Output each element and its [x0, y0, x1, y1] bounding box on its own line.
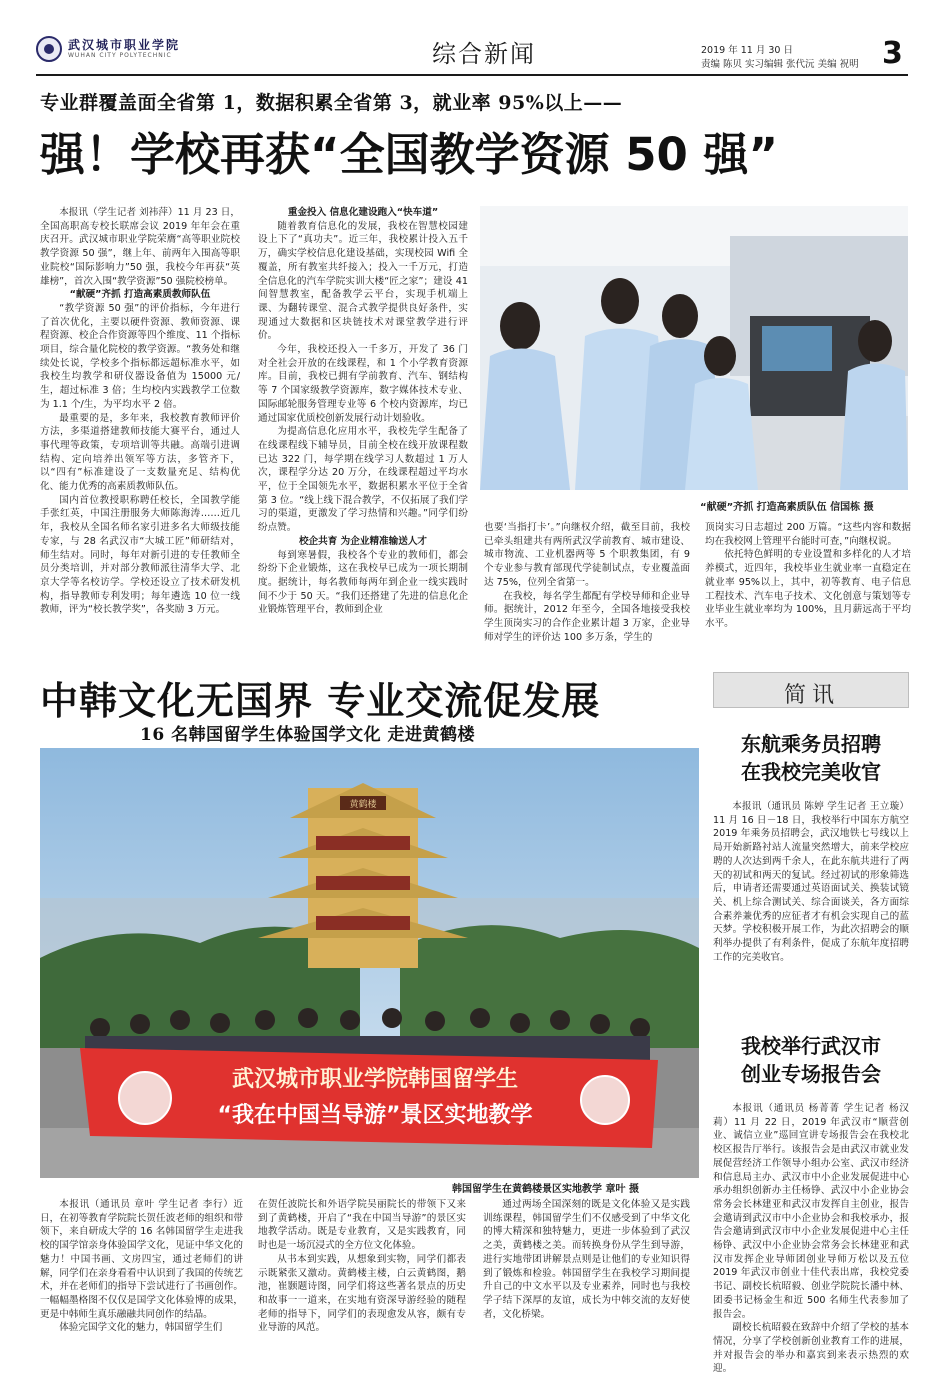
briefs-header — [713, 672, 909, 708]
brief-1-title-line-1: 东航乘务员招聘 — [741, 732, 881, 756]
subheading: “献硬”齐抓 打造高素质教师队伍 — [69, 289, 211, 301]
masthead — [36, 30, 908, 76]
paragraph: 也要‘当指打卡’。”向继权介绍，截至目前，我校已牵头组建共有两所武汉学前教育、城市建设、城市物流、工业机器两等 5 个职教集团，有 9 个专业参与教育部现代学徒制试点，专业覆盖面达 75%，位列全省第一。 — [484, 522, 690, 588]
lab-photo-illustration — [480, 206, 908, 490]
paragraph: 在贺任波院长和外语学院吴丽院长的带领下又来到了黄鹤楼，开启了“我在中国当导游”的景区实地教学活动。既是专业教育，又是实践教育，同时也是一场沉浸式的全方位文化体验。 — [258, 1199, 466, 1252]
school-name-en: WUHAN CITY POLYTECHNIC — [68, 52, 172, 59]
school-name: 武汉城市职业学院 — [68, 38, 181, 52]
paragraph: 本报讯（学生记者 刘祎萍）11 月 23 日，全国高职高专校长联席会议 2019 年年会在重庆召开。武汉城市职业学院荣膺“高等职业院校教学资源 50 强”，继上年、前两年入围高等职业院校“国际影响力”50 强，我校今年再获“英雄榜”，首次入围“教学资源”50 强院校榜单。 — [40, 207, 240, 287]
paragraph: 副校长杭昭毅在致辞中介绍了学校的基本情况，分享了学校创新创业教育工作的进展，并对报告会的举办和嘉宾到来表示热烈的欢迎。 — [713, 1322, 909, 1375]
paragraph: 通过两场全国深刻的既是文化体验又是实践训练课程，韩国留学生们不仅感受到了中华文化的博大精深和独特魅力，更进一步体验到了武汉之美，黄鹤楼之美。而转换身份从学生到导游，进行实地带团讲解景点则是让他们的专业知识得到了锻炼和检验。韩国留学生在我校学习期间提升自己的中文水平以及专业素养，同时也与我校学子结下深厚的友谊，成长为中韩交流的友好使者，文化桥梁。 — [483, 1199, 690, 1320]
paragraph: “教学资源 50 强”的评价指标，今年进行了首次优化，主要以硬件资源、教师资源、课程资源、校企合作资源等四个维度、11 个指标项目，综合量化院校的教学资源。“教务处和继续处长说，学校多个指标都远超标准水平，如我校生均教学和研仪器设备值为 15000 元/生，超过标准 3 倍；生均校内实践教学工位数为 1.1 个/生，为平均水平 2 倍。 — [40, 302, 240, 410]
lab-photo — [480, 206, 908, 490]
page-number: 3 — [882, 36, 903, 71]
paragraph: 从书本到实践，从想象到实物，同学们都表示既紧张又激动。黄鹤楼主楼，白云黄鹤图，鹅池，崔颢题诗图，同学们将这些著名景点的历史和故事一一道来，在实地有资深导游经验的随程老师的指导下，同学们的表现愈发从容，颇有专业导游的风范。 — [258, 1253, 466, 1334]
paragraph: 体验完国学文化的魅力，韩国留学生们 — [59, 1322, 223, 1334]
paragraph: 国内首位教授职称聘任校长，全国教学能手张红英，中国注册服务大师陈海涛……近几年，我校从全国名师名家引进多名大师级技能专家，与 28 名武汉市“大城工匠”师研结对，师生结对。同时，每年对新引进的专任教师全员分类培训，并对部分教师派往清华大学、北京大学等名校访学。学校还设立了技术研发机构，指导教师专利发明；每年遴选 10 位一线教师，评为“校长教学奖”，各奖励 3 万元。 — [40, 494, 240, 616]
brief-2-title — [713, 1032, 909, 1088]
lead-kicker: 专业群覆盖面全省第 1，数据积累全省第 3，就业率 95%以上—— — [40, 92, 623, 114]
brief-2-title-line-2: 创业专场报告会 — [741, 1062, 881, 1086]
group-photo — [40, 748, 699, 1178]
korea-headline: 中韩文化无国界 专业交流促发展 — [40, 678, 601, 723]
subheading: 重金投入 信息化建设跑入“快车道” — [287, 207, 439, 218]
paragraph: 今年，我校还投入一千多万，开发了 36 门对全社会开放的在线课程，和 1 个小学教育资源库。目前，我校已拥有学前教育、汽车、钢结构等 7 个国家级教学资源库，数字媒体技术专业、国际邮轮服务管理专业等 6 个校内资源库，均已通过国家优质校创新发展行动计划验收。 — [258, 344, 468, 424]
brief-1-title-line-2: 在我校完美收官 — [741, 760, 881, 784]
lead-column-1 — [40, 206, 240, 648]
lead-column-2 — [258, 206, 468, 648]
paragraph: 顶岗实习日志超过 200 万篇。“这些内容和数据均在我校网上管理平台能时可查，”向继权说。 — [705, 522, 911, 547]
paragraph: 最重要的是，多年来，我校教育教师评价方法，多渠道搭建教师技能大赛平台，通过人事代理等政策，专项培训等共融。高端引进调结构、定向培养出领军等方法，多管齐下，以“四有”标准建设了一支数量充足、结构优化、能力优秀的高素质教师队伍。 — [40, 412, 240, 493]
korea-subhead: 16 名韩国留学生体验国学文化 走进黄鹤楼 — [140, 725, 475, 745]
korea-column-1 — [40, 1198, 243, 1388]
paragraph: 在我校，每名学生都配有学校导师和企业导师。据统计，2012 年至今，全国各地接受我校学生顶岗实习的合作企业累计超 3 万家，企业导师对学生的评价达 100 多万条，学生的 — [484, 590, 690, 643]
banner-line-1: 武汉城市职业学院韩国留学生 — [231, 1066, 519, 1092]
lead-column-4 — [705, 521, 911, 648]
korea-column-2 — [258, 1198, 466, 1388]
tower-plaque: 黄鹤楼 — [349, 800, 377, 810]
korea-column-3 — [483, 1198, 690, 1388]
school-logo-icon — [36, 36, 62, 62]
section-title: 综合新闻 — [432, 40, 536, 68]
lab-photo-caption: “献硬”齐抓 打造高素质队伍 信国栋 摄 — [700, 502, 874, 513]
briefs-title: 简讯 — [783, 683, 840, 708]
banner-line-2: “我在中国当导游”景区实地教学 — [217, 1103, 533, 1128]
paragraph: 依托特色鲜明的专业设置和多样化的人才培养模式，近四年，我校毕业生就业率一直稳定在就业率 95%以上，其中，初等教育、电子信息工程技术、汽车电子技术、文化创意与策划等专业毕业生就业率均为 100%，且月薪远高于平均水平。 — [705, 549, 911, 629]
paragraph: 本报讯（通讯员 杨菁菁 学生记者 杨汉莉）11 月 22 日，2019 年武汉市“顺营创业、诚信立业”巡回宣讲专场报告会在我校北校区报告厅举行。该报告会是由武汉市就业发展促营经济工作领导小组办公室、武汉市经济和信息局主办、武汉市中小企业发展促进中心承办组织创新办主任杨铮、武汉中小企业协会常务会长林建亚和武汉市发挥自主创业，报告会邀请到武汉市中小企业协会和我校承办，报告会邀请到武汉市中小企业发展促进中心主任杨铮、武汉中小企业协会常务会长林建亚和武汉市发挥企业导师团创业导师万松以及五位 2019 年武汉市创业十佳代表出席，我校党委书记、副校长杭昭毅、创业学院院长潘中林、团委书记杨金生和近 500 名师生代表参加了报告会。 — [713, 1103, 909, 1320]
paragraph: 每到寒暑假，我校各个专业的教师们，都会纷纷下企业锻炼，这在我校早已成为一项长期制度。据统计，每名教师每两年到企业一线实践时间不少于 50 天。“我们还搭建了先进的信息化企业锻炼管理平台，教师到企业 — [258, 549, 468, 616]
brief-2-body — [713, 1102, 909, 1388]
paragraph: 为提高信息化应用水平，我校先学生配备了在线课程线下辅导员，目前全校在线开放课程数已达 322 门，每学期在线学习人数超过 1 万人次，课程学分达 20 万分，在线课程超过平均水平，位于全国领先水平，数据积累水平位于全省第 3 位。“线上线下混合教学，不仅拓展了我们学习的渠道，更激发了学习热情和兴趣。”同学们纷纷点赞。 — [258, 426, 468, 534]
lead-column-3 — [484, 521, 690, 648]
brief-2-title-line-1: 我校举行武汉市 — [741, 1034, 881, 1058]
edition-staff: 责编 陈贝 实习编辑 张代沅 美编 祝明 — [701, 59, 859, 70]
paragraph: 本报讯（通讯员 章叶 学生记者 李行）近日，在初等教育学院院长贺任波老师的组织和带领下，来自研成大学的 16 名韩国留学生走进我校的国学馆亲身体验国学文化，见证中华文化的魅力！中国书画、文房四宝，通过老师们的讲解，同学们在亲身看看中认识到了我国的传统艺术，并在老师们的指导下尝试进行了书画创作。一幅幅墨格图不仅仅是国学文化体验博的成果，更是中韩师生真乐融融共同创作的结晶。 — [40, 1199, 243, 1320]
group-photo-caption: 韩国留学生在黄鹤楼景区实地教学 章叶 摄 — [452, 1184, 639, 1195]
subheading: 校企共育 为企业精准输送人才 — [298, 535, 428, 547]
lead-headline: 强！学校再获“全国教学资源 50 强” — [40, 128, 779, 181]
paragraph: 本报讯（通讯员 陈婷 学生记者 王立璇）11 月 16 日－18 日，我校举行中国东方航空 2019 年乘务员招聘会，武汉地铁七号线以上局开始新路衬站人流量突然增大，前来学校应聘的人次达到两千余人，在此东航共进行了两天的初试和两天的复试。经过初试的形象筛选后，申请者还需要通过英语面试关、换装试镜关、机上综合测试关、综合面谈关，各方面综合素养兼优秀的应征者才有机会实现自己的蓝天梦。学校积极开展工作，为此次招聘会的顺利举办提供了有利条件，促成了东航年度招聘工作的完美收官。 — [713, 801, 909, 963]
brief-1-title — [713, 730, 909, 786]
brief-1-body — [713, 800, 909, 1010]
group-photo-illustration — [40, 748, 699, 1178]
paragraph: 随着教育信息化的发展，我校在智慧校园建设上下了“真功夫”。近三年，我校累计投入五千万，确实学校信息化建设基础，实现校园 Wifi 全覆盖，所有教室共纤接入；投入一千万元，打造全信息化的汽车学院实训大楼“匠之家”；建设 41 间智慧教室，配备教学云平台，实现手机端上课、为翻转课堂、混合式教学提供良好条件，实现通过大数据和区块链技术对课堂教学进行评价。 — [258, 220, 468, 342]
edition-date: 2019 年 11 月 30 日 — [701, 45, 793, 56]
